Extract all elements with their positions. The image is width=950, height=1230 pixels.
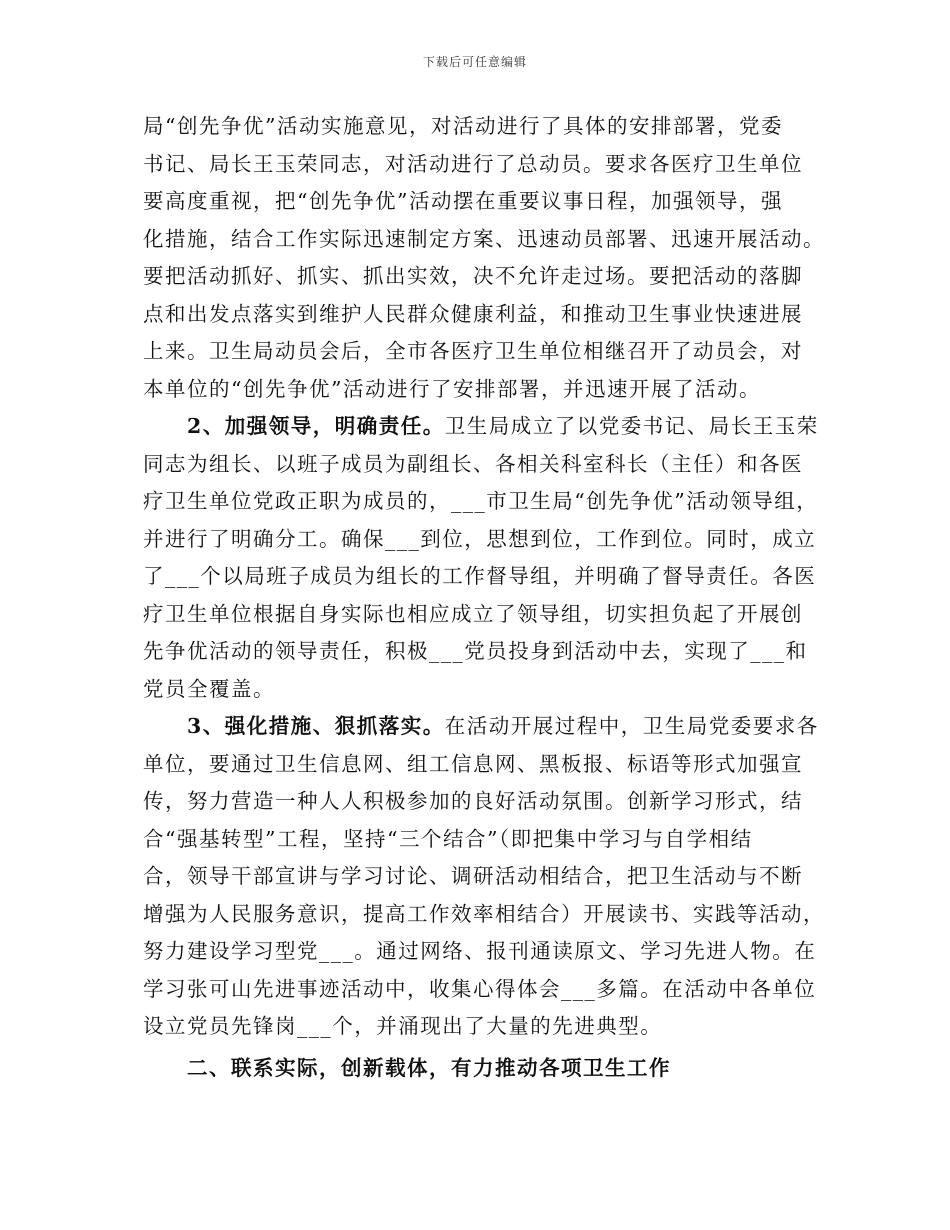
text-line: 局“创先争优”活动实施意见，对活动进行了具体的安排部署，党委 — [143, 114, 783, 138]
text-line: 本单位的“创先争优”活动进行了安排部署，并迅速开展了活动。 — [143, 376, 761, 401]
text-line: 上来。卫生局动员会后，全市各医疗卫生单位相继召开了动员会，对 — [143, 339, 803, 363]
section-heading: 二、联系实际，创新载体，有力推动各项卫生工作 — [187, 1055, 671, 1080]
text-line: 要把活动抓好、抓实、抓出实效，决不允许走过场。要把活动的落脚 — [143, 264, 803, 288]
text-line: 了___个以局班子成员为组长的工作督导组，并明确了督导责任。各医 — [143, 564, 817, 588]
text-line: 疗卫生单位根据自身实际也相应成立了领导组，切实担负起了开展创 — [143, 601, 803, 626]
text-line: 学习张可山先进事迹活动中，收集心得体会___多篇。在活动中各单位 — [143, 976, 817, 1001]
paragraph-lead-heading: 2、加强领导，明确责任。 — [187, 414, 445, 438]
text-line: 党员全覆盖。 — [143, 676, 275, 701]
text-line: 努力建设学习型党___。通过网络、报刊通读原文、学习先进人物。在 — [143, 939, 817, 963]
text-line-first — [143, 408, 819, 446]
paragraph-text: 在活动开展过程中，卫生局党委要求各 — [444, 714, 819, 738]
paragraph-text: 卫生局成立了以党委书记、局长王玉荣 — [444, 414, 819, 438]
paragraph-2 — [143, 408, 819, 708]
text-line: 增强为人民服务意识，提高工作效率相结合）开展读书、实践等活动， — [143, 901, 825, 926]
document-body — [143, 108, 825, 1087]
text-line: 要高度重视，把“创先争优”活动摆在重要议事日程，加强领导，强 — [143, 189, 783, 213]
text-line: 设立党员先锋岗___个，并涌现出了大量的先进典型。 — [143, 1014, 663, 1038]
paragraph-lead-heading: 3、强化措施、狠抓落实。 — [187, 714, 445, 738]
text-line: 传，努力营造一种人人积极参加的良好活动氛围。创新学习形式，结 — [143, 789, 803, 813]
text-line-first — [143, 708, 819, 746]
text-line: 合“强基转型”工程，坚持“三个结合”（即把集中学习与自学相结 — [143, 826, 753, 851]
text-line: 合，领导干部宣讲与学习讨论、调研活动相结合，把卫生活动与不断 — [143, 864, 803, 888]
text-line: 同志为组长、以班子成员为副组长、各相关科室科长（主任）和各医 — [143, 451, 803, 476]
text-line: 并进行了明确分工。确保___到位，思想到位，工作到位。同时，成立 — [143, 526, 817, 551]
text-line: 书记、局长王玉荣同志，对活动进行了总动员。要求各医疗卫生单位 — [143, 151, 803, 176]
page-header: 下载后可任意编辑 — [422, 55, 527, 69]
paragraph-1 — [143, 108, 825, 408]
text-line: 单位，要通过卫生信息网、组工信息网、黑板报、标语等形式加强宣 — [143, 751, 803, 776]
text-line: 先争优活动的领导责任，积极___党员投身到活动中去，实现了___和 — [143, 639, 808, 663]
text-line: 化措施，结合工作实际迅速制定方案、迅速动员部署、迅速开展活动。 — [143, 226, 825, 251]
text-line: 点和出发点落实到维护人民群众健康利益，和推动卫生事业快速进展 — [143, 301, 803, 326]
paragraph-3 — [143, 708, 825, 1046]
text-line: 疗卫生单位党政正职为成员的，___市卫生局“创先争优”活动领导组， — [143, 489, 819, 513]
